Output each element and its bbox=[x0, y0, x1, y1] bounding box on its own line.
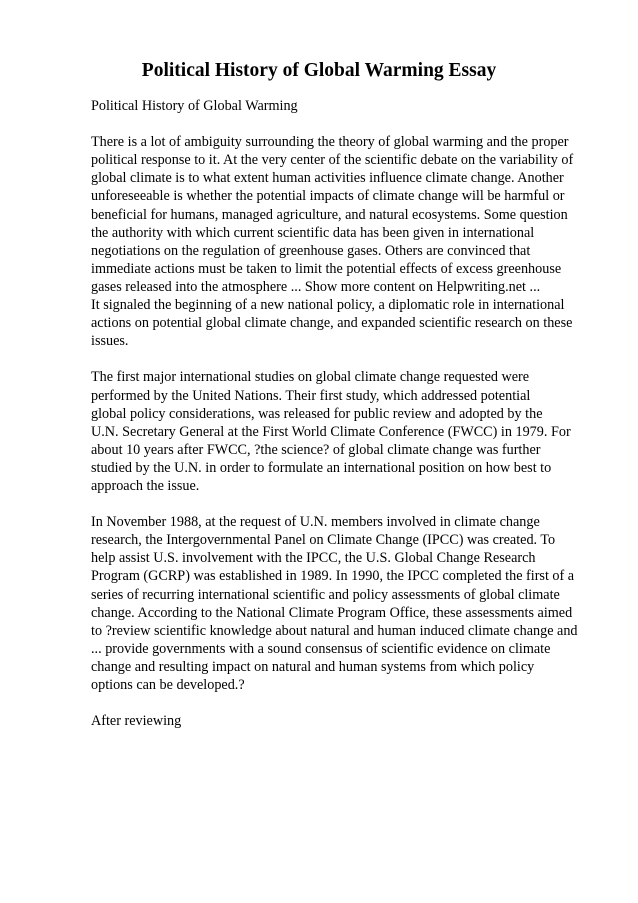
paragraph-line: In November 1988, at the request of U.N. members involved in climate change bbox=[91, 514, 540, 531]
paragraph-line: series of recurring international scientific and policy assessments of global climate bbox=[91, 586, 560, 603]
paragraph-line: immediate actions must be taken to limit the potential effects of excess greenhouse bbox=[91, 260, 562, 277]
paragraph-line: unforeseeable is whether the potential impacts of climate change will be harmful or bbox=[91, 188, 565, 205]
document-subtitle: Political History of Global Warming bbox=[91, 98, 298, 114]
paragraph-gap bbox=[91, 694, 591, 712]
paragraph-line: After reviewing bbox=[91, 713, 182, 730]
paragraph-line: change and resulting impact on natural and human systems from which policy bbox=[91, 658, 535, 675]
paragraph-line: approach the issue. bbox=[91, 477, 200, 494]
paragraph-line: ... provide governments with a sound consensus of scientific evidence on climate bbox=[91, 640, 551, 657]
paragraph-line: negotiations on the regulation of greenhouse gases. Others are convinced that bbox=[91, 242, 531, 259]
paragraph-line: global policy considerations, was released for public review and adopted by the bbox=[91, 405, 543, 422]
paragraph-line: Program (GCRP) was established in 1989. In 1990, the IPCC completed the first of a bbox=[91, 568, 575, 585]
paragraph-line: It signaled the beginning of a new national policy, a diplomatic role in international bbox=[91, 297, 565, 314]
paragraph-4 bbox=[91, 712, 591, 730]
paragraph-line: studied by the U.N. in order to formulate an international position on how best to bbox=[91, 459, 552, 476]
paragraph-line: global climate is to what extent human activities influence climate change. Another bbox=[91, 170, 564, 187]
paragraph-1 bbox=[91, 133, 591, 350]
paragraph-gap bbox=[91, 115, 591, 133]
paragraph-gap bbox=[91, 495, 591, 513]
paragraph-line: The first major international studies on global climate change requested were bbox=[91, 369, 530, 386]
paragraph-line: There is a lot of ambiguity surrounding the theory of global warming and the proper bbox=[91, 134, 569, 151]
paragraph-line: political response to it. At the very center of the scientific debate on the variability of bbox=[91, 152, 574, 169]
paragraph-line: options can be developed.? bbox=[91, 677, 245, 693]
paragraph-3 bbox=[91, 513, 591, 694]
paragraph-line: the authority with which current scientific data has been given in international bbox=[91, 224, 535, 241]
paragraph-line: beneficial for humans, managed agriculture, and natural ecosystems. Some question bbox=[91, 206, 568, 223]
paragraph-line: about 10 years after FWCC, ?the science? of global climate change was further bbox=[91, 441, 541, 458]
document-body bbox=[91, 97, 591, 730]
paragraph-gap bbox=[91, 350, 591, 368]
paragraph-line: performed by the United Nations. Their first study, which addressed potential bbox=[91, 387, 531, 404]
paragraph-line: U.N. Secretary General at the First World Climate Conference (FWCC) in 1979. For bbox=[91, 423, 571, 440]
paragraph-line: research, the Intergovernmental Panel on Climate Change (IPCC) was created. To bbox=[91, 532, 556, 549]
paragraph-line: to ?review scientific knowledge about natural and human induced climate change and bbox=[91, 622, 578, 639]
paragraph-line: change. According to the National Climate Program Office, these assessments aimed bbox=[91, 604, 573, 621]
paragraph-2 bbox=[91, 368, 591, 495]
document-title: Political History of Global Warming Essay bbox=[141, 60, 497, 81]
paragraph-line: issues. bbox=[91, 333, 129, 350]
paragraph-line: actions on potential global climate change, and expanded scientific research on these bbox=[91, 315, 573, 332]
paragraph-line: help assist U.S. involvement with the IPCC, the U.S. Global Change Research bbox=[91, 550, 536, 567]
paragraph-line: gases released into the atmosphere ... Show more content on Helpwriting.net ... bbox=[91, 278, 541, 295]
